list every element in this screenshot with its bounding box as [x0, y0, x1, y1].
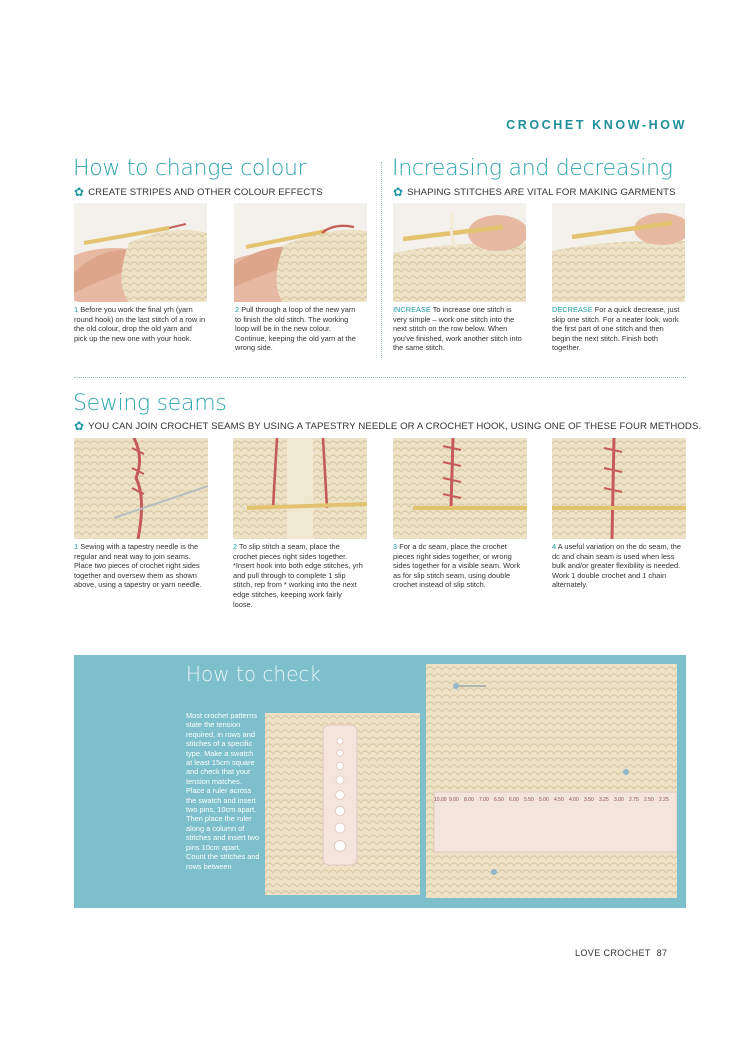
- seam-step-1: 1 Sewing with a tapestry needle is the regular and neat way to join seams. Place two pieces of crochet right sides together and oversew them as shown above, using a tapestry or yarn needle.: [74, 542, 202, 590]
- gauge-size-label: 6.50: [494, 797, 504, 803]
- seam-step-2: 2 To slip stitch a seam, place the crochet pieces right sides together. *Insert hook into both edge stitches, yrh and pull through to complete 1 slip stitch, rep from * working into the next edge stitches, keeping work fairly loose.: [233, 542, 363, 609]
- increase-photo: [393, 203, 526, 302]
- gauge-size-label: 2.25: [659, 797, 669, 803]
- gauge-size-label: 7.00: [479, 797, 489, 803]
- gauge-size-label: 3.25: [599, 797, 609, 803]
- flower-bullet-icon: ✿: [393, 185, 404, 199]
- gauge-size-label: 6.00: [509, 797, 519, 803]
- gauge-size-label: 3.00: [614, 797, 624, 803]
- gauge-size-label: 2.75: [629, 797, 639, 803]
- how-to-check-text: Most crochet patterns state the tension required, in rows and stitches of a specific type. Make a swatch at least 15cm square and check that your tension matches. Place a ruler across the swatch and insert two pins, 10cm apart. Then place the ruler along a column of stitches and insert two pins 10cm apart. Count the stitches and rows between: [186, 711, 260, 871]
- change-colour-step-1: 1 Before you work the final yrh (yarn round hook) on the last stitch of a row in the old colour, drop the old yarn and pick up the new one with your hook.: [74, 305, 206, 343]
- seam-photo-1: [74, 438, 208, 539]
- gauge-size-label: 9.00: [449, 797, 459, 803]
- change-colour-photo-1: [74, 203, 207, 302]
- gauge-size-label: 5.50: [524, 797, 534, 803]
- swatch-gauge-photo: [265, 713, 420, 895]
- seam-photo-4: [552, 438, 686, 539]
- flower-bullet-icon: ✿: [74, 419, 85, 433]
- swatch-ruler-photo: [426, 664, 677, 898]
- seam-step-4: 4 A useful variation on the dc seam, the dc and chain seam is used when less bulk and/or greater flexibility is needed. Work 1 double crochet and 1 chain alternately.: [552, 542, 682, 590]
- sewing-seams-title: Sewing seams: [73, 391, 227, 416]
- gauge-size-label: 2.50: [644, 797, 654, 803]
- how-to-check-title: How to check: [186, 662, 321, 686]
- decrease-step: DECREASE For a quick decrease, just skip one stitch. For a neater look, work the first part of one stitch and then begin the next stitch. Finish both together.: [552, 305, 680, 353]
- change-colour-step-2: 2 Pull through a loop of the new yarn to finish the old stitch. The working loop will be in the new colour. Continue, keeping the old yarn at the wrong side.: [235, 305, 356, 353]
- seam-photo-3: [393, 438, 527, 539]
- section-divider: [74, 377, 686, 378]
- change-colour-photo-2: [234, 203, 367, 302]
- gauge-size-label: 3.50: [584, 797, 594, 803]
- seam-photo-2: [233, 438, 367, 539]
- inc-dec-title: Increasing and decreasing: [392, 156, 673, 181]
- seam-step-3: 3 For a dc seam, place the crochet pieces right sides together, or wrong sides together for a visible seam. Work as for slip stitch seam, using double crochet instead of slip stitch.: [393, 542, 521, 590]
- change-colour-title: How to change colour: [73, 156, 307, 181]
- gauge-size-label: 4.50: [554, 797, 564, 803]
- flower-bullet-icon: ✿: [74, 185, 85, 199]
- gauge-size-labels: [434, 797, 674, 813]
- gauge-size-label: 8.00: [464, 797, 474, 803]
- change-colour-subtitle: ✿ CREATE STRIPES AND OTHER COLOUR EFFECTS: [74, 185, 323, 199]
- footer-magazine: LOVE CROCHET: [575, 948, 651, 958]
- inc-dec-subtitle: ✿ SHAPING STITCHES ARE VITAL FOR MAKING GARMENTS: [393, 185, 676, 199]
- decrease-photo: [552, 203, 685, 302]
- page-number: 87: [656, 948, 668, 958]
- sewing-seams-subtitle: ✿ YOU CAN JOIN CROCHET SEAMS BY USING A TAPESTRY NEEDLE OR A CROCHET HOOK, USING ONE OF THESE FOUR METHODS.: [74, 419, 702, 433]
- gauge-size-label: 4.00: [569, 797, 579, 803]
- gauge-size-label: 5.00: [539, 797, 549, 803]
- increase-step: INCREASE To increase one stitch is very simple – work one stitch into the next stitch on the row below. When you've finished, work another stitch into the same stitch.: [393, 305, 522, 353]
- section-kicker: CROCHET KNOW-HOW: [506, 118, 687, 132]
- column-divider: [381, 162, 382, 358]
- page-footer: [575, 948, 667, 958]
- gauge-size-label: 10.00: [434, 797, 447, 803]
